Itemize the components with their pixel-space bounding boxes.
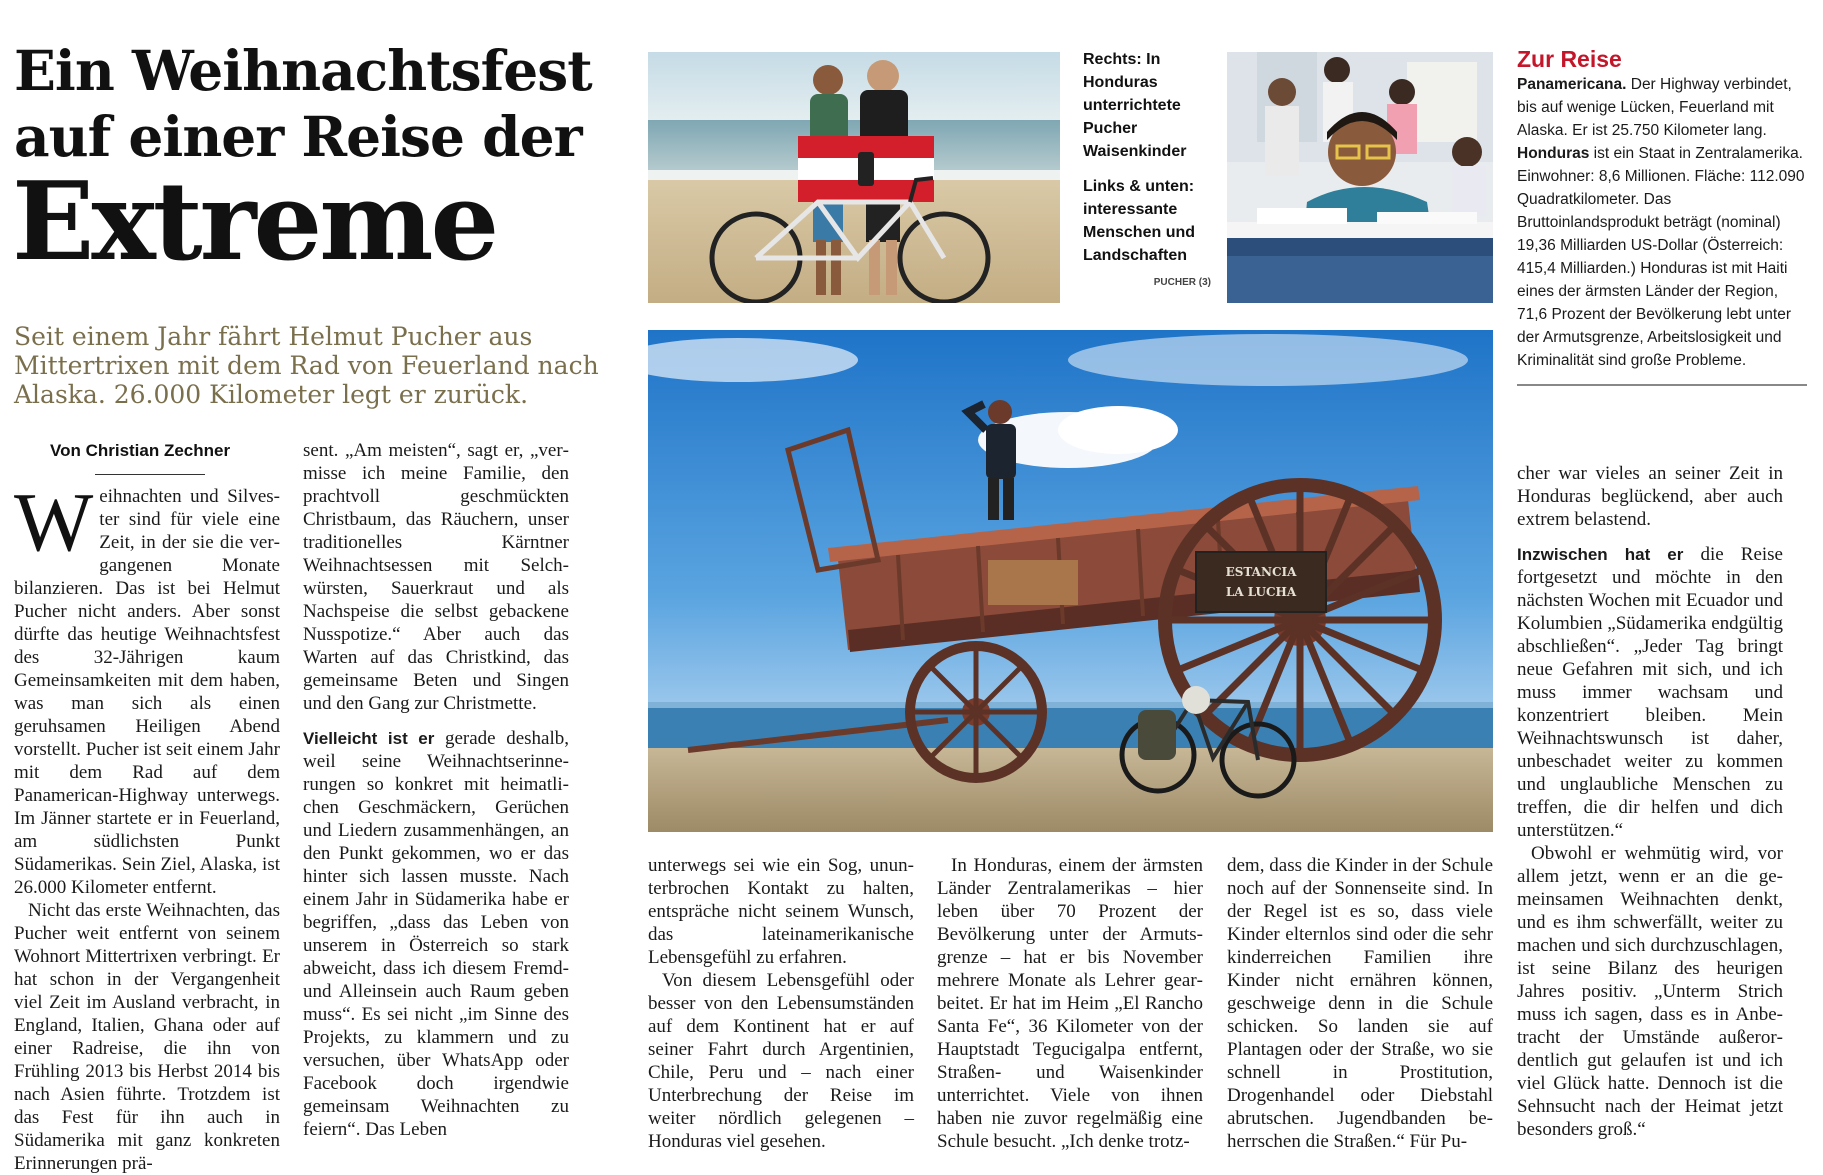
photo-wagon-landscape xyxy=(648,330,1493,832)
wagon-sign xyxy=(1196,552,1326,612)
col6-paragraph-1: cher war vieles an seiner Zeit in Honduras beglückend, aber auch extrem belastend. xyxy=(1517,463,1783,530)
article-column-2 xyxy=(303,439,569,1141)
drop-cap: W xyxy=(14,476,94,569)
headline-line-2: auf einer Reise der xyxy=(14,104,582,169)
wagon-sign-line-2: LA LUCHA xyxy=(1225,585,1297,599)
classroom-photo-image xyxy=(1227,52,1493,303)
col4-paragraph-1: In Honduras, einem der ärmsten Länder Zentralamerikas – hier leben über 70 Prozent der Bevölkerung unter der Armutsgrenze – hat er bis November mehrere Monate als Lehrer gearbeitet. Er hat im Heim „El Rancho Santa Fe“, 36 Kilometer von der Hauptstadt Tegucigalpa entfernt, Straßen- und Waisenkinder unterrichtet. Viele von ihnen haben nie zuvor regelmäßig eine Schule besucht. „Ich denke trotz- xyxy=(937,855,1203,1152)
info-box-text: Panamericana. Der Highway verbindet, bis auf wenige Lücken, Feuerland mit Alaska. Er ist 25.750 Kilometer lang. Honduras ist ein Staat in Zentralamerika. Einwohner: 8,6 Millionen. Fläche: 112.090 Quadratkilometer. Das Bruttoinlandsprodukt beträgt (nominal) 19,36 Milliarden US-Dollar (Österreich: 415,4 Milliarden.) Honduras ist mit Haiti eines der ärmsten Länder der Region, 71,6 Prozent der Bevölkerung lebt unter der Armutsgrenze, Arbeitslosigkeit und Kriminalität sind große Probleme. xyxy=(1517,76,1805,369)
byline: Von Christian Zechner xyxy=(50,441,231,460)
beach-photo-image xyxy=(648,52,1060,303)
photo-classroom xyxy=(1227,52,1493,303)
caption-text-2: Links & unten: interessante Menschen und Landschaften xyxy=(1083,178,1196,264)
col6-run-in: Inzwischen hat er xyxy=(1517,545,1684,564)
info-box xyxy=(1517,46,1807,386)
wagon-photo-image xyxy=(648,330,1493,832)
col2-run-in: Vielleicht ist er xyxy=(303,729,435,748)
article-column-1 xyxy=(14,476,280,1175)
col2-paragraph-1: sent. „Am meisten“, sagt er, „vermisse ich meine Familie, den prachtvoll geschmückten Christbaum, das Räuchern, unser traditionelles Kärntner Weihnachtsessen mit Selchwürsten, Sauerkraut und als Nachspeise die selbst gebackene Nusspotize.“ Aber auch das Warten auf das Christkind, das gemeinsame Beten und Singen und den Gang zur Christmette. xyxy=(303,440,569,714)
photo-caption xyxy=(1083,48,1211,294)
article-column-5 xyxy=(1227,854,1493,1153)
headline-line-1: Ein Weihnachtsfest xyxy=(14,38,592,103)
headline xyxy=(14,38,634,170)
wagon-sign-line-1: ESTANCIA xyxy=(1225,565,1297,579)
col5-paragraph-1: dem, dass die Kinder in der Schule noch auf der Sonnenseite sind. In der Regel ist es so, dass viele Kinder elternlos sind oder die sehr kinderreichen Familien ihre Kinder nicht ernähren können, geschweige denn in die Schule schicken. So landen sie auf Plantagen oder der Straße, wo sie schnell in Prostitution, Drogenhandel oder Diebstahl abrutschen. Jugendbanden beherrschen die Straßen.“ Für Pu- xyxy=(1227,855,1493,1152)
caption-text-1: Rechts: In Honduras unterrichtete Pucher Waisenkinder xyxy=(1083,51,1187,160)
col3-paragraph-1: unterwegs sei wie ein Sog, ununterbrochen Kontakt zu halten, entspräche nicht seinem Wunsch, das lateinamerikanische Lebensgefühl zu erfahren. xyxy=(648,855,914,968)
col1-paragraph-2: Nicht das erste Weihnachten, das Pucher weit entfernt von seinem Wohnort Mittertrixen verbringt. Er hat schon in der Vergangenheit viel Zeit im Ausland verbracht, in England, Italien, Ghana oder auf einer Radreise, die ihn von Frühling 2013 bis Herbst 2014 bis nach Asien führte. Trotzdem ist das Fest für ihn auch in Südamerika mit ganz konkreten Erinnerungen prä- xyxy=(14,900,280,1174)
article-column-4 xyxy=(937,854,1203,1153)
col6-paragraph-3: Obwohl er wehmütig wird, vor allem jetzt, wenn er an die gemeinsamen Weihnachten denkt, und es ihm schwerfällt, weiter zu machen und sich durchzuschlagen, ist seine Bilanz des heurigen Jahres positiv. „Unterm Strich muss ich sagen, dass es in Anbetracht der Umstände außerordentlich gut gelaufen ist und ich viel Glück hatte. Dennoch ist die Sehnsucht nach der Heimat jetzt besonders groß.“ xyxy=(1517,843,1783,1140)
article-column-6 xyxy=(1517,462,1783,1141)
col2-paragraph-2: Vielleicht ist er gerade deshalb, weil seine Weihnachtserinnerungen so konkret mit heimatlichen Geschmäckern, Gerüchen und Liedern zusammenhängen, an den Punkt gekommen, wo er das hinter sich lassen musste. Nach einem Jahr in Südamerika habe er begriffen, „dass das Leben von unserem in Österreich so stark abweicht, dass ich diesem Fremd- und Alleinsein auch Raum geben muss“. Es sei nicht „im Sinne des Projekts, zu klammern und zu versuchen, über WhatsApp oder Facebook doch irgendwie gemeinsam Weihnachten zu feiern“. Das Leben xyxy=(303,728,569,1140)
photo-cyclist-with-flag xyxy=(648,52,1060,303)
col6-paragraph-2: Inzwischen hat er die Reise fortgesetzt und möchte in den nächsten Wochen mit Ecuador und Kolumbien „Südamerika endgültig abschließen“. „Jeder Tag bringt neue Gefahren mit sich, und ich muss immer wachsam und konzentriert bleiben. Mein Weihnachtswunsch ist daher, unbeschadet weiter zu kommen und unglaubliche Menschen zu treffen, die dir helfen und dich unterstützen.“ xyxy=(1517,544,1783,841)
info-box-label-panamericana: Panamericana. xyxy=(1517,76,1627,93)
headline-line-3: Extreme xyxy=(12,159,497,285)
info-box-label-honduras: Honduras xyxy=(1517,145,1590,162)
byline-divider xyxy=(95,474,205,475)
info-box-title: Zur Reise xyxy=(1517,46,1622,72)
article-column-3 xyxy=(648,854,914,1153)
col1-paragraph-1: eihnachten und Silvester sind für viele eine Zeit, in der sie die vergangenen Monate bilanzieren. Das ist bei Helmut Pucher nicht anders. Aber sonst dürfte das heutige Weihnachtsfest des 32-Jährigen kaum Gemeinsamkeiten mit dem haben, was man sich als einen geruhsamen Heiligen Abend vorstellt. Pucher ist seit einem Jahr mit dem Rad auf dem Panamerican-Highway unterwegs. Im Jänner startete er in Feuerland, am südlichsten Punkt Südamerikas. Sein Ziel, Alaska, ist 26.000 Kilometer entfernt. xyxy=(14,486,280,898)
col3-paragraph-2: Von diesem Lebensgefühl oder besser von den Lebensumständen auf dem Kontinent hat er auf seiner Fahrt durch Argentinien, Chile, Peru und – nach einer Unterbrechung der Reise im weiter nördlich gelegenen – Honduras viel gesehen. xyxy=(648,970,914,1152)
info-box-divider xyxy=(1517,384,1807,386)
photo-credit: PUCHER (3) xyxy=(1153,277,1211,288)
lead-paragraph: Seit einem Jahr fährt Helmut Pucher aus Mittertrixen mit dem Rad von Feuerland nach Alaska. 26.000 Kilometer legt er zurück. xyxy=(14,322,599,409)
